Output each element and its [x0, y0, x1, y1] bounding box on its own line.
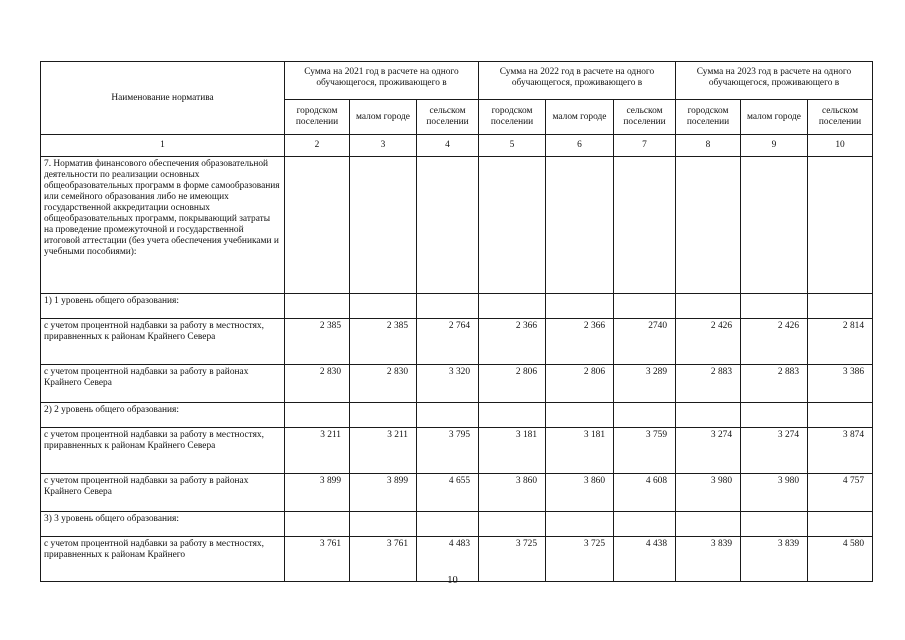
value-cell: 4 608	[614, 474, 676, 512]
column-number: 9	[741, 135, 808, 157]
value-cell: 2 830	[350, 365, 417, 403]
value-cell: 3 274	[741, 428, 808, 474]
value-cell: 3 839	[676, 537, 741, 582]
value-cell: 3 899	[350, 474, 417, 512]
header-year-2023: Сумма на 2023 год в расчете на одного обучающегося, проживающего в	[676, 62, 873, 100]
value-cell	[350, 294, 417, 319]
value-cell	[676, 157, 741, 294]
column-number: 5	[479, 135, 546, 157]
value-cell	[479, 512, 546, 537]
row-label: с учетом процентной надбавки за работу в районах Крайнего Севера	[41, 474, 285, 512]
value-cell: 2 806	[546, 365, 614, 403]
value-cell: 2740	[614, 319, 676, 365]
value-cell	[676, 403, 741, 428]
value-cell	[417, 294, 479, 319]
value-cell: 3 980	[741, 474, 808, 512]
value-cell: 3 211	[285, 428, 350, 474]
value-cell: 4 757	[808, 474, 873, 512]
value-cell: 3 759	[614, 428, 676, 474]
column-numbers-row	[41, 135, 873, 157]
value-cell: 3 211	[350, 428, 417, 474]
value-cell: 3 181	[479, 428, 546, 474]
column-number: 1	[41, 135, 285, 157]
value-cell: 2 385	[350, 319, 417, 365]
value-cell	[614, 294, 676, 319]
value-cell: 3 980	[676, 474, 741, 512]
value-cell	[808, 512, 873, 537]
column-number: 10	[808, 135, 873, 157]
value-cell: 3 725	[546, 537, 614, 582]
row-label: с учетом процентной надбавки за работу в местностях, приравненных к районам Крайнего Севера	[41, 428, 285, 474]
value-cell: 3 860	[546, 474, 614, 512]
value-cell: 2 830	[285, 365, 350, 403]
value-cell	[741, 512, 808, 537]
value-cell	[741, 294, 808, 319]
row-label: с учетом процентной надбавки за работу в местностях, приравненных к районам Крайнего Севера	[41, 319, 285, 365]
page-number: 10	[447, 575, 458, 586]
value-cell: 2 814	[808, 319, 873, 365]
column-number: 6	[546, 135, 614, 157]
row-label: 1) 1 уровень общего образования:	[41, 294, 285, 319]
value-cell	[285, 512, 350, 537]
value-cell: 3 725	[479, 537, 546, 582]
column-number: 2	[285, 135, 350, 157]
value-cell	[614, 512, 676, 537]
value-cell: 3 761	[350, 537, 417, 582]
value-cell: 3 795	[417, 428, 479, 474]
value-cell	[479, 403, 546, 428]
value-cell: 4 438	[614, 537, 676, 582]
column-number: 7	[614, 135, 676, 157]
table-row	[41, 319, 873, 365]
header-year-2022: Сумма на 2022 год в расчете на одного обучающегося, проживающего в	[479, 62, 676, 100]
header-row-years	[41, 62, 873, 100]
value-cell: 2 806	[479, 365, 546, 403]
row-label: 3) 3 уровень общего образования:	[41, 512, 285, 537]
table-row	[41, 403, 873, 428]
header-urban: городском поселении	[479, 100, 546, 135]
value-cell: 3 181	[546, 428, 614, 474]
table-row	[41, 474, 873, 512]
header-name-column: Наименование норматива	[41, 62, 285, 135]
header-urban: городском поселении	[285, 100, 350, 135]
value-cell	[546, 512, 614, 537]
value-cell: 2 426	[676, 319, 741, 365]
value-cell: 2 883	[676, 365, 741, 403]
header-urban: городском поселении	[676, 100, 741, 135]
header-year-2021: Сумма на 2021 год в расчете на одного обучающегося, проживающего в	[285, 62, 479, 100]
value-cell	[350, 157, 417, 294]
value-cell	[417, 403, 479, 428]
column-number: 4	[417, 135, 479, 157]
column-number: 8	[676, 135, 741, 157]
value-cell: 3 839	[741, 537, 808, 582]
value-cell	[285, 157, 350, 294]
value-cell	[546, 403, 614, 428]
row-label: 7. Норматив финансового обеспечения образовательной деятельности по реализации основных общеобразовательных программ в форме самообразования или семейного образования либо не имеющих государственной аккредитации основных общеобразовательных программ, покрывающий затраты на проведение промежуточной и государственной итоговой аттестации (без учета обеспечения учебниками и учебными пособиями):	[41, 157, 285, 294]
value-cell	[285, 294, 350, 319]
value-cell	[417, 157, 479, 294]
value-cell: 2 764	[417, 319, 479, 365]
value-cell: 2 385	[285, 319, 350, 365]
table-body	[41, 62, 873, 582]
value-cell	[808, 157, 873, 294]
value-cell	[676, 512, 741, 537]
value-cell: 3 899	[285, 474, 350, 512]
value-cell	[808, 294, 873, 319]
value-cell	[741, 403, 808, 428]
value-cell	[350, 512, 417, 537]
value-cell: 4 580	[808, 537, 873, 582]
header-rural: сельском поселении	[808, 100, 873, 135]
value-cell	[350, 403, 417, 428]
value-cell	[614, 403, 676, 428]
table-row	[41, 294, 873, 319]
column-number: 3	[350, 135, 417, 157]
table-row	[41, 512, 873, 537]
value-cell	[676, 294, 741, 319]
value-cell	[479, 294, 546, 319]
value-cell: 2 426	[741, 319, 808, 365]
value-cell	[741, 157, 808, 294]
value-cell: 3 320	[417, 365, 479, 403]
value-cell	[808, 403, 873, 428]
value-cell	[417, 512, 479, 537]
table-row	[41, 157, 873, 294]
value-cell: 4 483	[417, 537, 479, 582]
row-label: 2) 2 уровень общего образования:	[41, 403, 285, 428]
value-cell: 4 655	[417, 474, 479, 512]
value-cell	[614, 157, 676, 294]
value-cell: 3 274	[676, 428, 741, 474]
value-cell	[546, 157, 614, 294]
header-small-town: малом городе	[546, 100, 614, 135]
row-label: с учетом процентной надбавки за работу в районах Крайнего Севера	[41, 365, 285, 403]
value-cell: 2 366	[479, 319, 546, 365]
table-row	[41, 365, 873, 403]
value-cell: 3 386	[808, 365, 873, 403]
header-small-town: малом городе	[741, 100, 808, 135]
header-rural: сельском поселении	[614, 100, 676, 135]
value-cell: 2 366	[546, 319, 614, 365]
row-label: с учетом процентной надбавки за работу в местностях, приравненных к районам Крайнего	[41, 537, 285, 582]
value-cell: 3 874	[808, 428, 873, 474]
value-cell: 2 883	[741, 365, 808, 403]
header-small-town: малом городе	[350, 100, 417, 135]
header-rural: сельском поселении	[417, 100, 479, 135]
value-cell	[285, 403, 350, 428]
value-cell: 3 761	[285, 537, 350, 582]
value-cell	[479, 157, 546, 294]
value-cell: 3 860	[479, 474, 546, 512]
table-row	[41, 428, 873, 474]
value-cell	[546, 294, 614, 319]
norms-table	[40, 61, 873, 582]
value-cell: 3 289	[614, 365, 676, 403]
